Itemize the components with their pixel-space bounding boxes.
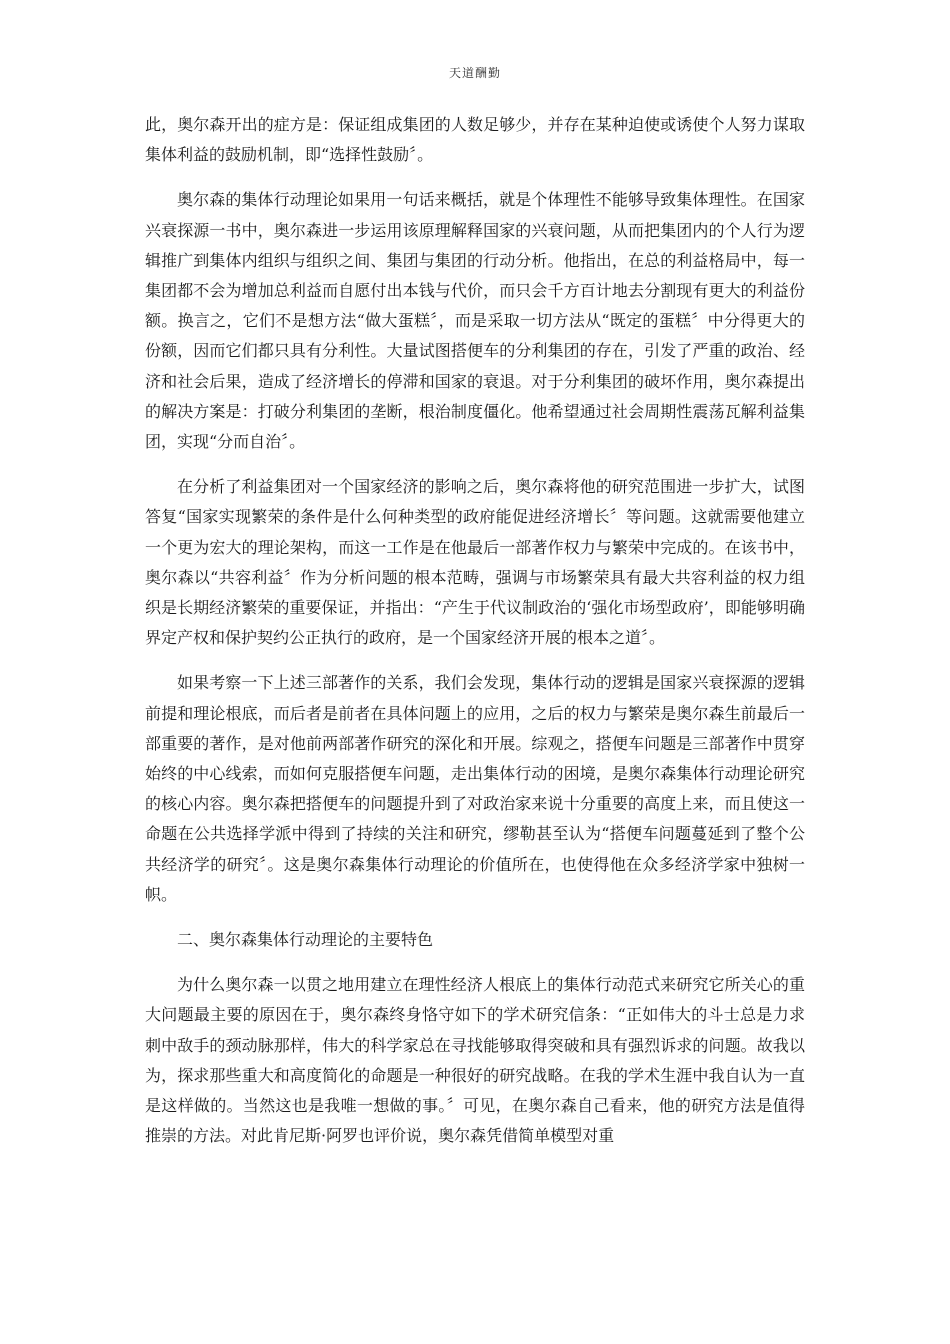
document-body	[145, 110, 805, 1167]
paragraph: 奥尔森的集体行动理论如果用一句话来概括，就是个体理性不能够导致集体理性。在国家兴衰探源一书中，奥尔森进一步运用该原理解释国家的兴衰问题，从而把集团内的个人行为逻辑推广到集体内组织与组织之间、集团与集团的行动分析。他指出，在总的利益格局中，每一集团都不会为增加总利益而自愿付出本钱与代价，而只会千方百计地去分割现有更大的利益份额。换言之，它们不是想方法“做大蛋糕〞，而是采取一切方法从“既定的蛋糕〞中分得更大的份额，因而它们都只具有分利性。大量试图搭便车的分利集团的存在，引发了严重的政治、经济和社会后果，造成了经济增长的停滞和国家的衰退。对于分利集团的破坏作用，奥尔森提出的解决方案是：打破分利集团的垄断，根治制度僵化。他希望通过社会周期性震荡瓦解利益集团，实现“分而自治〞。	[145, 190, 805, 452]
paragraph: 在分析了利益集团对一个国家经济的影响之后，奥尔森将他的研究范围进一步扩大，试图答复“国家实现繁荣的条件是什么何种类型的政府能促进经济增长〞等问题。这就需要他建立一个更为宏大的理论架构，而这一工作是在他最后一部著作权力与繁荣中完成的。在该书中，奥尔森以“共容利益〞作为分析问题的根本范畴，强调与市场繁荣具有最大共容利益的权力组织是长期经济繁荣的重要保证，并指出：“产生于代议制政治的‘强化市场型政府’，即能够明确界定产权和保护契约公正执行的政府，是一个国家经济开展的根本之道〞。	[145, 477, 805, 648]
paragraph: 如果考察一下上述三部著作的关系，我们会发现，集体行动的逻辑是国家兴衰探源的逻辑前提和理论根底，而后者是前者在具体问题上的应用，之后的权力与繁荣是奥尔森生前最后一部重要的著作，是对他前两部著作研究的深化和开展。综观之，搭便车问题是三部著作中贯穿始终的中心线索，而如何克服搭便车问题，走出集体行动的困境，是奥尔森集体行动理论研究的核心内容。奥尔森把搭便车的问题提升到了对政治家来说十分重要的高度上来，而且使这一命题在公共选择学派中得到了持续的关注和研究，缪勒甚至认为“搭便车问题蔓延到了整个公共经济学的研究〞。这是奥尔森集体行动理论的价值所在，也使得他在众多经济学家中独树一帜。	[145, 673, 805, 904]
section-heading: 二、奥尔森集体行动理论的主要特色	[177, 930, 434, 950]
paragraph-continuation: 此，奥尔森开出的症方是：保证组成集团的人数足够少，并存在某种迫使或诱使个人努力谋取集体利益的鼓励机制，即“选择性鼓励〞。	[145, 115, 805, 165]
paragraph: 为什么奥尔森一以贯之地用建立在理性经济人根底上的集体行动范式来研究它所关心的重大问题最主要的原因在于，奥尔森终身恪守如下的学术研究信条：“正如伟大的斗士总是力求刺中敌手的颈动脉那样，伟大的科学家总在寻找能够取得突破和具有强烈诉求的问题。故我以为，探求那些重大和高度简化的命题是一种很好的研究战略。在我的学术生涯中我自认为一直是这样做的。当然这也是我唯一想做的事。〞可见，在奥尔森自己看来，他的研究方法是值得推崇的方法。对此肯尼斯·阿罗也评价说，奥尔森凭借简单模型对重	[145, 975, 805, 1146]
page-header: 天道酬勤	[448, 66, 501, 80]
